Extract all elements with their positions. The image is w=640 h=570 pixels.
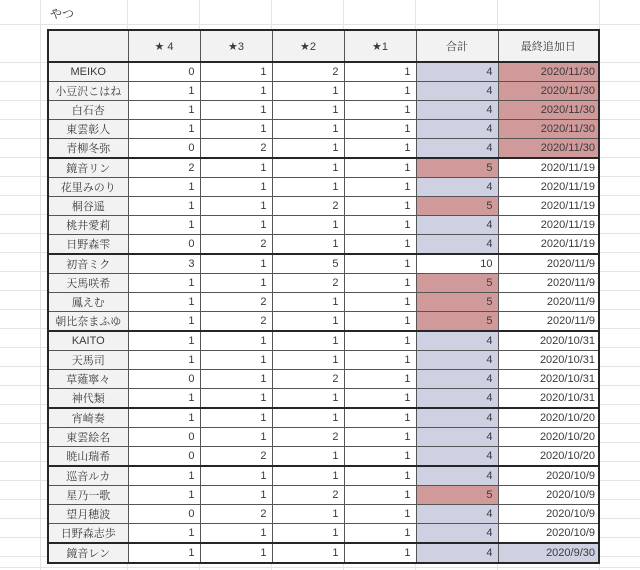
star2-count-cell[interactable]: 1	[272, 331, 344, 351]
character-name-cell[interactable]: 小豆沢こはね	[48, 82, 128, 101]
sheet-label-cell[interactable]: やつ	[50, 7, 75, 21]
character-name-cell[interactable]: 星乃一歌	[48, 486, 128, 505]
table-row	[48, 408, 599, 428]
last-added-date-cell[interactable]: 2020/11/9	[498, 274, 599, 293]
header-row	[48, 30, 599, 62]
star1-count-cell[interactable]: 1	[344, 331, 416, 351]
star2-count-cell[interactable]: 1	[272, 178, 344, 197]
last-added-date-cell[interactable]: 2020/11/19	[498, 178, 599, 197]
character-name-cell[interactable]: 天馬咲希	[48, 274, 128, 293]
star3-count-cell[interactable]: 1	[200, 82, 272, 101]
total-cell[interactable]: 5	[416, 486, 498, 505]
star2-count-cell[interactable]: 1	[272, 82, 344, 101]
star4-count-cell[interactable]: 1	[128, 466, 200, 486]
star3-count-cell[interactable]: 1	[200, 389, 272, 409]
star3-count-cell[interactable]: 2	[200, 293, 272, 312]
character-name-cell[interactable]: 鏡音レン	[48, 543, 128, 563]
total-cell[interactable]: 4	[416, 235, 498, 255]
star4-count-cell[interactable]: 1	[128, 351, 200, 370]
last-added-date-cell[interactable]: 2020/11/19	[498, 216, 599, 235]
star4-count-cell[interactable]: 0	[128, 505, 200, 524]
star2-count-cell[interactable]: 1	[272, 216, 344, 235]
star1-count-cell[interactable]: 1	[344, 370, 416, 389]
last-added-date-cell[interactable]: 2020/10/31	[498, 331, 599, 351]
last-added-date-cell[interactable]: 2020/11/19	[498, 197, 599, 216]
star2-count-cell[interactable]: 1	[272, 543, 344, 563]
character-name-cell[interactable]: 日野森志歩	[48, 524, 128, 544]
star1-count-cell[interactable]: 1	[344, 216, 416, 235]
header-cell-date[interactable]: 最終追加日	[498, 30, 599, 62]
character-name-cell[interactable]: 朝比奈まふゆ	[48, 312, 128, 332]
star2-count-cell[interactable]: 1	[272, 139, 344, 159]
star4-count-cell[interactable]: 1	[128, 293, 200, 312]
star3-count-cell[interactable]: 2	[200, 139, 272, 159]
header-cell-star3[interactable]: ★3	[200, 30, 272, 62]
total-cell[interactable]: 4	[416, 408, 498, 428]
star1-count-cell[interactable]: 1	[344, 505, 416, 524]
character-name-cell[interactable]: 鳳えむ	[48, 293, 128, 312]
table-row	[48, 178, 599, 197]
header-cell-star2[interactable]: ★2	[272, 30, 344, 62]
star4-count-cell[interactable]: 3	[128, 254, 200, 274]
character-name-cell[interactable]: 白石杏	[48, 101, 128, 120]
star3-count-cell[interactable]: 1	[200, 216, 272, 235]
last-added-date-cell[interactable]: 2020/10/9	[498, 466, 599, 486]
last-added-date-cell[interactable]: 2020/11/9	[498, 293, 599, 312]
character-name-cell[interactable]: 望月穂波	[48, 505, 128, 524]
star1-count-cell[interactable]: 1	[344, 293, 416, 312]
star1-count-cell[interactable]: 1	[344, 235, 416, 255]
star2-count-cell[interactable]: 2	[272, 62, 344, 82]
total-cell[interactable]: 4	[416, 543, 498, 563]
star1-count-cell[interactable]: 1	[344, 178, 416, 197]
star2-count-cell[interactable]: 2	[272, 197, 344, 216]
star4-count-cell[interactable]: 1	[128, 524, 200, 544]
star3-count-cell[interactable]: 1	[200, 158, 272, 178]
last-added-date-cell[interactable]: 2020/11/30	[498, 101, 599, 120]
star4-count-cell[interactable]: 1	[128, 274, 200, 293]
total-cell[interactable]: 4	[416, 428, 498, 447]
star2-count-cell[interactable]: 1	[272, 312, 344, 332]
star3-count-cell[interactable]: 1	[200, 254, 272, 274]
star3-count-cell[interactable]: 2	[200, 447, 272, 467]
last-added-date-cell[interactable]: 2020/10/31	[498, 370, 599, 389]
star2-count-cell[interactable]: 1	[272, 408, 344, 428]
table-row	[48, 447, 599, 467]
star4-count-cell[interactable]: 0	[128, 62, 200, 82]
character-name-cell[interactable]: 青柳冬弥	[48, 139, 128, 159]
star2-count-cell[interactable]: 1	[272, 120, 344, 139]
character-name-cell[interactable]: 東雲彰人	[48, 120, 128, 139]
total-cell[interactable]: 5	[416, 293, 498, 312]
star4-count-cell[interactable]: 1	[128, 331, 200, 351]
table-row	[48, 293, 599, 312]
character-name-cell[interactable]: 宵崎奏	[48, 408, 128, 428]
character-name-cell[interactable]: 桐谷遥	[48, 197, 128, 216]
character-name-cell[interactable]: 日野森雫	[48, 235, 128, 255]
star3-count-cell[interactable]: 1	[200, 408, 272, 428]
star3-count-cell[interactable]: 1	[200, 370, 272, 389]
table-row	[48, 370, 599, 389]
last-added-date-cell[interactable]: 2020/11/9	[498, 254, 599, 274]
star4-count-cell[interactable]: 1	[128, 408, 200, 428]
character-star-table	[47, 29, 600, 564]
last-added-date-cell[interactable]: 2020/10/20	[498, 447, 599, 467]
star1-count-cell[interactable]: 1	[344, 158, 416, 178]
star1-count-cell[interactable]: 1	[344, 524, 416, 544]
last-added-date-cell[interactable]: 2020/10/31	[498, 351, 599, 370]
star2-count-cell[interactable]: 1	[272, 351, 344, 370]
character-name-cell[interactable]: 桃井愛莉	[48, 216, 128, 235]
last-added-date-cell[interactable]: 2020/10/9	[498, 505, 599, 524]
total-cell[interactable]: 10	[416, 254, 498, 274]
character-name-cell[interactable]: 暁山瑞希	[48, 447, 128, 467]
star2-count-cell[interactable]: 1	[272, 447, 344, 467]
star1-count-cell[interactable]: 1	[344, 408, 416, 428]
star3-count-cell[interactable]: 2	[200, 505, 272, 524]
star3-count-cell[interactable]: 1	[200, 543, 272, 563]
star4-count-cell[interactable]: 1	[128, 120, 200, 139]
star4-count-cell[interactable]: 0	[128, 370, 200, 389]
total-cell[interactable]: 4	[416, 466, 498, 486]
star4-count-cell[interactable]: 0	[128, 447, 200, 467]
last-added-date-cell[interactable]: 2020/10/20	[498, 428, 599, 447]
table-row	[48, 139, 599, 159]
total-cell[interactable]: 4	[416, 178, 498, 197]
star3-count-cell[interactable]: 2	[200, 312, 272, 332]
total-cell[interactable]: 5	[416, 274, 498, 293]
star3-count-cell[interactable]: 1	[200, 197, 272, 216]
star2-count-cell[interactable]: 1	[272, 101, 344, 120]
total-cell[interactable]: 5	[416, 197, 498, 216]
table-row	[48, 82, 599, 101]
star3-count-cell[interactable]: 2	[200, 235, 272, 255]
total-cell[interactable]: 4	[416, 62, 498, 82]
star3-count-cell[interactable]: 1	[200, 351, 272, 370]
star1-count-cell[interactable]: 1	[344, 466, 416, 486]
star2-count-cell[interactable]: 1	[272, 158, 344, 178]
star1-count-cell[interactable]: 1	[344, 254, 416, 274]
last-added-date-cell[interactable]: 2020/10/31	[498, 389, 599, 409]
total-cell[interactable]: 4	[416, 331, 498, 351]
last-added-date-cell[interactable]: 2020/9/30	[498, 543, 599, 563]
star3-count-cell[interactable]: 1	[200, 331, 272, 351]
table-row	[48, 216, 599, 235]
total-cell[interactable]: 4	[416, 524, 498, 544]
character-name-cell[interactable]: 初音ミク	[48, 254, 128, 274]
table-row	[48, 486, 599, 505]
star2-count-cell[interactable]: 1	[272, 466, 344, 486]
star1-count-cell[interactable]: 1	[344, 389, 416, 409]
star2-count-cell[interactable]: 1	[272, 389, 344, 409]
star4-count-cell[interactable]: 1	[128, 197, 200, 216]
total-cell[interactable]: 5	[416, 158, 498, 178]
table-row	[48, 543, 599, 563]
character-name-cell[interactable]: 東雲絵名	[48, 428, 128, 447]
star3-count-cell[interactable]: 1	[200, 466, 272, 486]
header-cell-star4[interactable]: ★ 4	[128, 30, 200, 62]
last-added-date-cell[interactable]: 2020/11/19	[498, 158, 599, 178]
star4-count-cell[interactable]: 1	[128, 389, 200, 409]
star3-count-cell[interactable]: 1	[200, 62, 272, 82]
star3-count-cell[interactable]: 1	[200, 274, 272, 293]
table-body	[48, 62, 599, 563]
table-header	[48, 30, 599, 62]
last-added-date-cell[interactable]: 2020/10/9	[498, 486, 599, 505]
star1-count-cell[interactable]: 1	[344, 197, 416, 216]
last-added-date-cell[interactable]: 2020/10/9	[498, 524, 599, 544]
table-row	[48, 101, 599, 120]
star1-count-cell[interactable]: 1	[344, 486, 416, 505]
table-row	[48, 351, 599, 370]
star1-count-cell[interactable]: 1	[344, 82, 416, 101]
header-cell-total[interactable]: 合計	[416, 30, 498, 62]
star2-count-cell[interactable]: 1	[272, 235, 344, 255]
star2-count-cell[interactable]: 2	[272, 486, 344, 505]
star2-count-cell[interactable]: 2	[272, 370, 344, 389]
star3-count-cell[interactable]: 1	[200, 120, 272, 139]
character-name-cell[interactable]: KAITO	[48, 331, 128, 351]
total-cell[interactable]: 4	[416, 120, 498, 139]
star1-count-cell[interactable]: 1	[344, 120, 416, 139]
star1-count-cell[interactable]: 1	[344, 428, 416, 447]
character-name-cell[interactable]: 神代類	[48, 389, 128, 409]
star1-count-cell[interactable]: 1	[344, 543, 416, 563]
star1-count-cell[interactable]: 1	[344, 312, 416, 332]
star2-count-cell[interactable]: 2	[272, 428, 344, 447]
star4-count-cell[interactable]: 1	[128, 486, 200, 505]
star1-count-cell[interactable]: 1	[344, 351, 416, 370]
star3-count-cell[interactable]: 1	[200, 101, 272, 120]
table-row	[48, 158, 599, 178]
last-added-date-cell[interactable]: 2020/11/30	[498, 62, 599, 82]
header-cell-corner[interactable]	[48, 30, 128, 62]
table-row	[48, 120, 599, 139]
table-row	[48, 428, 599, 447]
character-name-cell[interactable]: 巡音ルカ	[48, 466, 128, 486]
star2-count-cell[interactable]: 1	[272, 505, 344, 524]
table-row	[48, 524, 599, 544]
table-row	[48, 312, 599, 332]
star1-count-cell[interactable]: 1	[344, 447, 416, 467]
star4-count-cell[interactable]: 1	[128, 101, 200, 120]
star4-count-cell[interactable]: 0	[128, 235, 200, 255]
last-added-date-cell[interactable]: 2020/11/9	[498, 312, 599, 332]
character-name-cell[interactable]: 草薙寧々	[48, 370, 128, 389]
star2-count-cell[interactable]: 2	[272, 274, 344, 293]
star1-count-cell[interactable]: 1	[344, 101, 416, 120]
table-row	[48, 62, 599, 82]
total-cell[interactable]: 4	[416, 82, 498, 101]
table-row	[48, 197, 599, 216]
table-row	[48, 505, 599, 524]
total-cell[interactable]: 4	[416, 447, 498, 467]
total-cell[interactable]: 5	[416, 312, 498, 332]
star4-count-cell[interactable]: 1	[128, 216, 200, 235]
table-row	[48, 254, 599, 274]
header-cell-star1[interactable]: ★1	[344, 30, 416, 62]
total-cell[interactable]: 4	[416, 101, 498, 120]
total-cell[interactable]: 4	[416, 370, 498, 389]
character-name-cell[interactable]: 花里みのり	[48, 178, 128, 197]
table-row	[48, 331, 599, 351]
table-row	[48, 466, 599, 486]
star3-count-cell[interactable]: 1	[200, 178, 272, 197]
star1-count-cell[interactable]: 1	[344, 62, 416, 82]
star4-count-cell[interactable]: 1	[128, 178, 200, 197]
table-row	[48, 389, 599, 409]
last-added-date-cell[interactable]: 2020/11/30	[498, 139, 599, 159]
star2-count-cell[interactable]: 5	[272, 254, 344, 274]
character-name-cell[interactable]: 天馬司	[48, 351, 128, 370]
star3-count-cell[interactable]: 1	[200, 524, 272, 544]
star4-count-cell[interactable]: 1	[128, 543, 200, 563]
table-row	[48, 274, 599, 293]
total-cell[interactable]: 4	[416, 216, 498, 235]
last-added-date-cell[interactable]: 2020/11/30	[498, 82, 599, 101]
character-name-cell[interactable]: MEIKO	[48, 62, 128, 82]
star4-count-cell[interactable]: 2	[128, 158, 200, 178]
total-cell[interactable]: 4	[416, 139, 498, 159]
last-added-date-cell[interactable]: 2020/11/19	[498, 235, 599, 255]
total-cell[interactable]: 4	[416, 505, 498, 524]
star4-count-cell[interactable]: 1	[128, 82, 200, 101]
star2-count-cell[interactable]: 1	[272, 524, 344, 544]
star4-count-cell[interactable]: 0	[128, 139, 200, 159]
star1-count-cell[interactable]: 1	[344, 274, 416, 293]
star3-count-cell[interactable]: 1	[200, 428, 272, 447]
star4-count-cell[interactable]: 1	[128, 312, 200, 332]
star3-count-cell[interactable]: 1	[200, 486, 272, 505]
character-name-cell[interactable]: 鏡音リン	[48, 158, 128, 178]
total-cell[interactable]: 4	[416, 351, 498, 370]
last-added-date-cell[interactable]: 2020/10/20	[498, 408, 599, 428]
star2-count-cell[interactable]: 1	[272, 293, 344, 312]
last-added-date-cell[interactable]: 2020/11/30	[498, 120, 599, 139]
star4-count-cell[interactable]: 0	[128, 428, 200, 447]
table-row	[48, 235, 599, 255]
star1-count-cell[interactable]: 1	[344, 139, 416, 159]
total-cell[interactable]: 4	[416, 389, 498, 409]
